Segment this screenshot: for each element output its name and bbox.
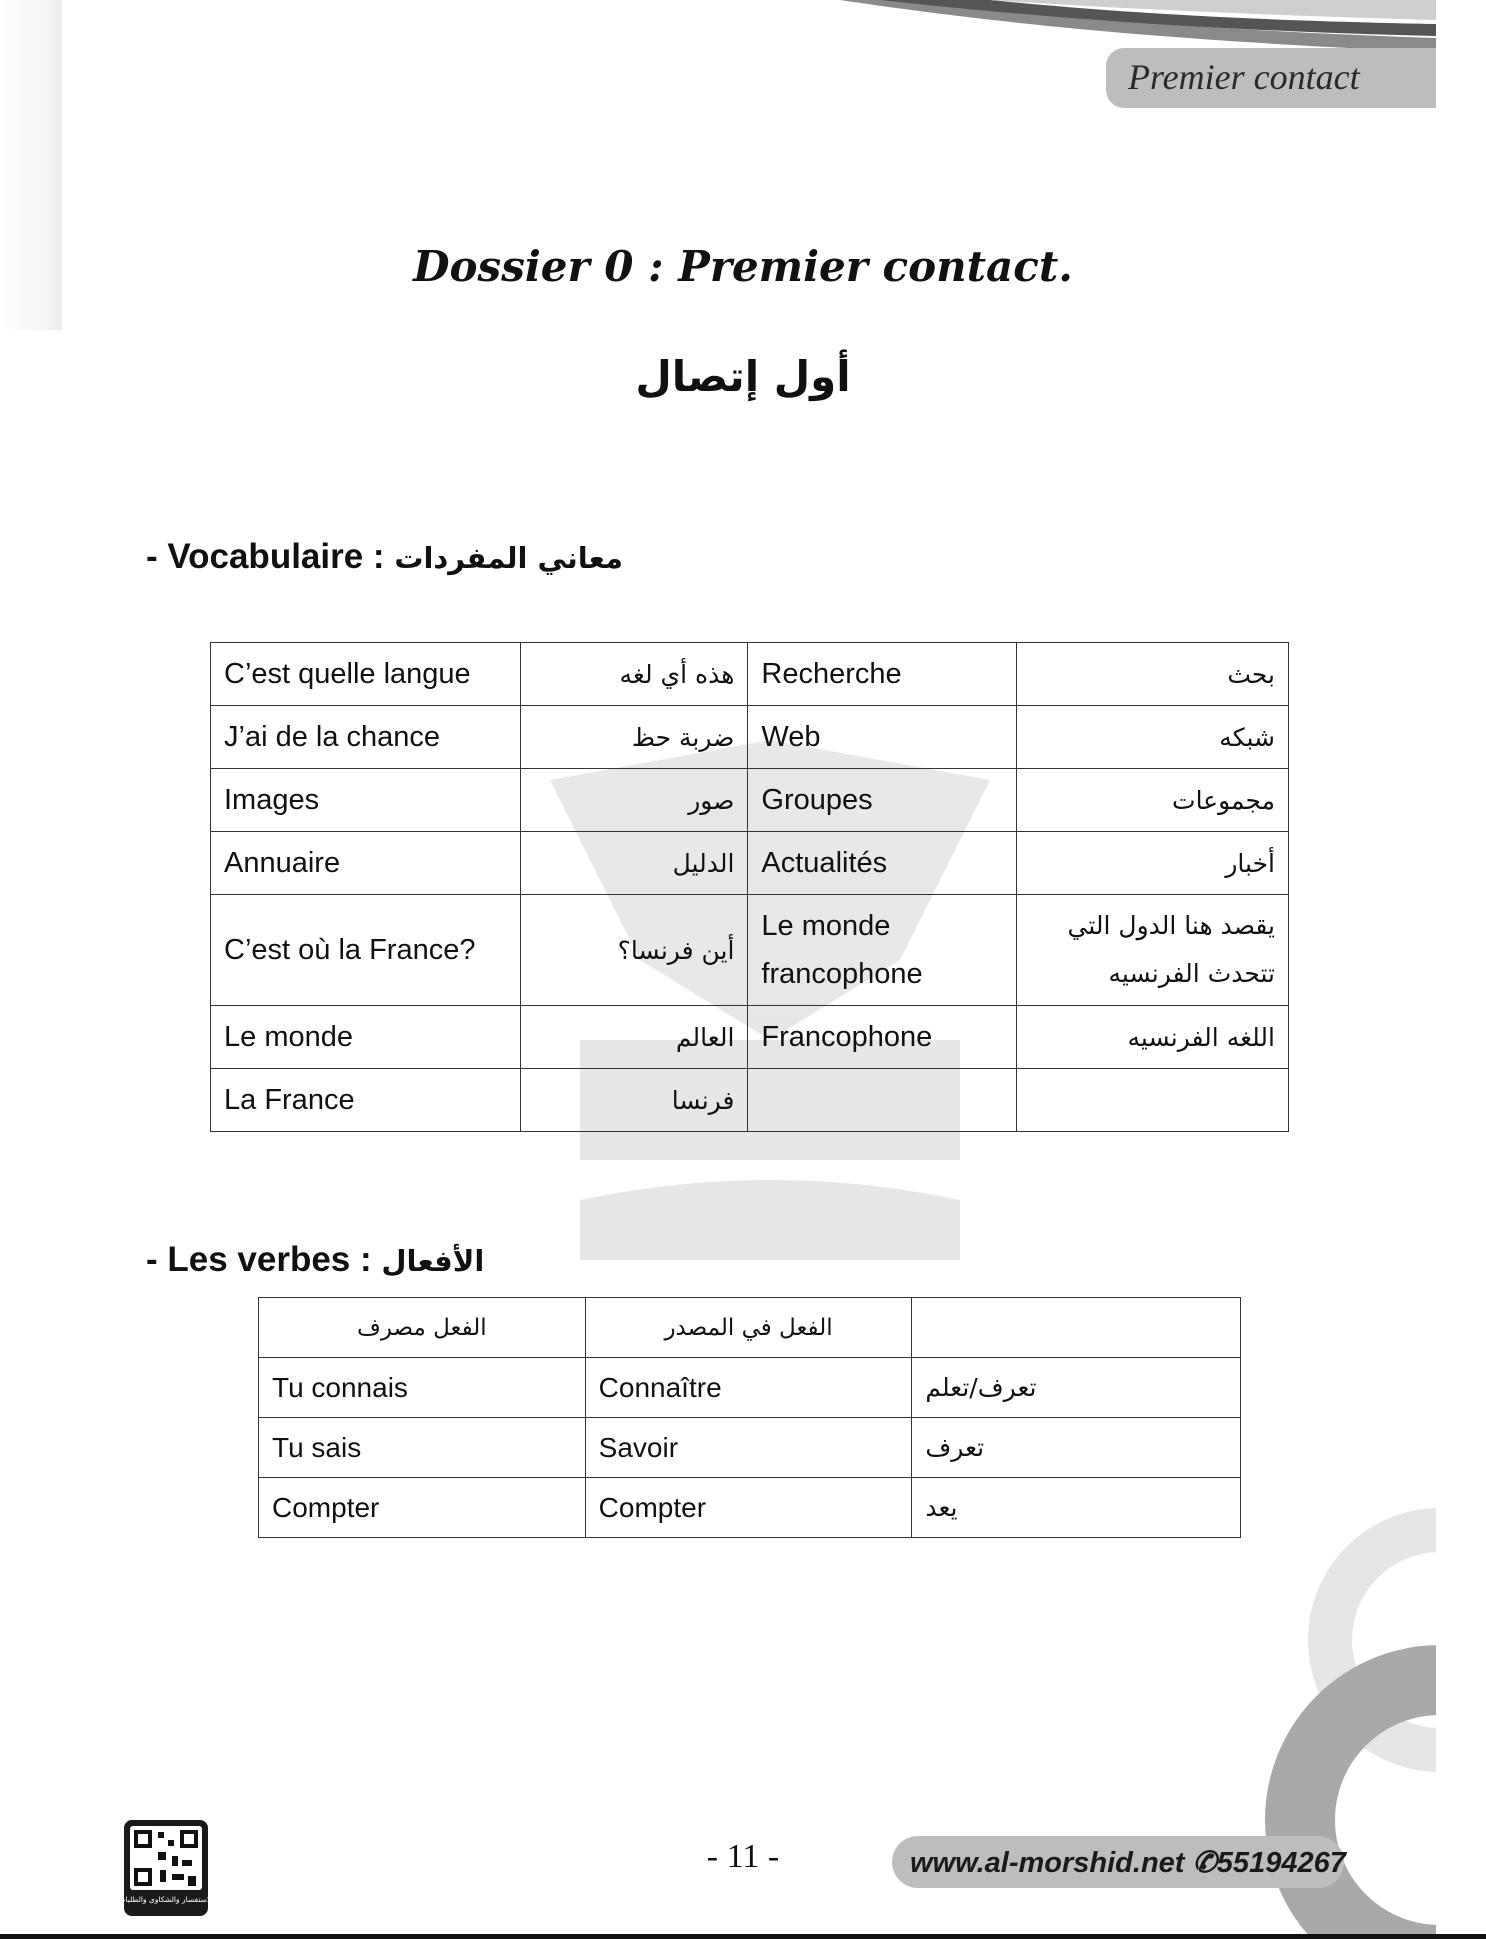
vocab-ar-cell: يقصد هنا الدول التي تتحدث الفرنسيه [1017,895,1289,1006]
verb-arabic-cell: تعرف [912,1418,1241,1478]
footer-website-phone: www.al-morshid.net ✆55194267 [910,1847,1346,1879]
vocab-fr-cell [748,1069,1017,1132]
table-row [211,895,1289,1006]
vocab-ar-cell: اللغه الفرنسيه [1017,1006,1289,1069]
vocab-fr-cell: Francophone [748,1006,1017,1069]
table-row [259,1478,1241,1538]
vocab-fr-cell: Annuaire [211,832,521,895]
vocab-ar-cell: هذه أي لغه [520,643,748,706]
vocab-fr-cell: Le monde francophone [748,895,1017,1006]
table-row [211,706,1289,769]
vocab-fr-cell: La France [211,1069,521,1132]
verbs-table [258,1297,1241,1538]
vocab-fr-cell: Web [748,706,1017,769]
vocabulary-heading [146,537,623,577]
vocabulary-heading-fr: - Vocabulaire : [146,537,385,576]
vocab-ar-cell: أين فرنسا؟ [520,895,748,1006]
vocab-ar-cell: العالم [520,1006,748,1069]
table-row [211,643,1289,706]
vocab-fr-cell: C’est quelle langue [211,643,521,706]
table-header-row [259,1298,1241,1358]
document-subtitle: أول إتصال [635,352,851,401]
vocab-fr-cell: J’ai de la chance [211,706,521,769]
vocab-fr-cell: Images [211,769,521,832]
verbs-heading-fr: - Les verbes : [146,1240,372,1279]
bottom-rule [0,1934,1486,1939]
verb-infinitive-cell: Connaître [585,1358,912,1418]
vocab-ar-cell: مجموعات [1017,769,1289,832]
vocab-ar-cell: بحث [1017,643,1289,706]
verb-arabic-cell: تعرف/تعلم [912,1358,1241,1418]
vocab-ar-cell: شبكه [1017,706,1289,769]
vocab-fr-cell: Actualités [748,832,1017,895]
verb-conjugated-cell: Tu sais [259,1418,586,1478]
column-header: الفعل مصرف [259,1298,586,1358]
column-header: الفعل في المصدر [585,1298,912,1358]
table-row [259,1418,1241,1478]
page-number: - 11 - [706,1838,780,1875]
column-header [912,1298,1241,1358]
table-row [259,1358,1241,1418]
vocab-fr-cell: C’est où la France? [211,895,521,1006]
table-row [211,832,1289,895]
vocab-fr-cell: Groupes [748,769,1017,832]
verb-conjugated-cell: Tu connais [259,1358,586,1418]
table-row [211,1069,1289,1132]
vocab-fr-cell: Le monde [211,1006,521,1069]
vocab-ar-cell: ضربة حظ [520,706,748,769]
table-row [211,1006,1289,1069]
vocab-ar-cell: صور [520,769,748,832]
vocab-fr-cell: Recherche [748,643,1017,706]
vocab-ar-cell: الدليل [520,832,748,895]
header-title: Premier contact [1128,57,1360,97]
verb-arabic-cell: يعد [912,1478,1241,1538]
vocabulary-table [210,642,1289,1132]
verbs-heading-ar: الأفعال [381,1244,485,1278]
verb-infinitive-cell: Compter [585,1478,912,1538]
qr-caption: للاستفسار والشكاوى والطلبات [118,1895,214,1904]
vocab-ar-cell [1017,1069,1289,1132]
verbs-heading [146,1240,484,1280]
verb-infinitive-cell: Savoir [585,1418,912,1478]
vocabulary-heading-ar: معاني المفردات [394,541,623,575]
table-row [211,769,1289,832]
verb-conjugated-cell: Compter [259,1478,586,1538]
vocab-ar-cell: فرنسا [520,1069,748,1132]
document-title: Dossier 0 : Premier contact. [413,242,1073,291]
vocab-ar-cell: أخبار [1017,832,1289,895]
